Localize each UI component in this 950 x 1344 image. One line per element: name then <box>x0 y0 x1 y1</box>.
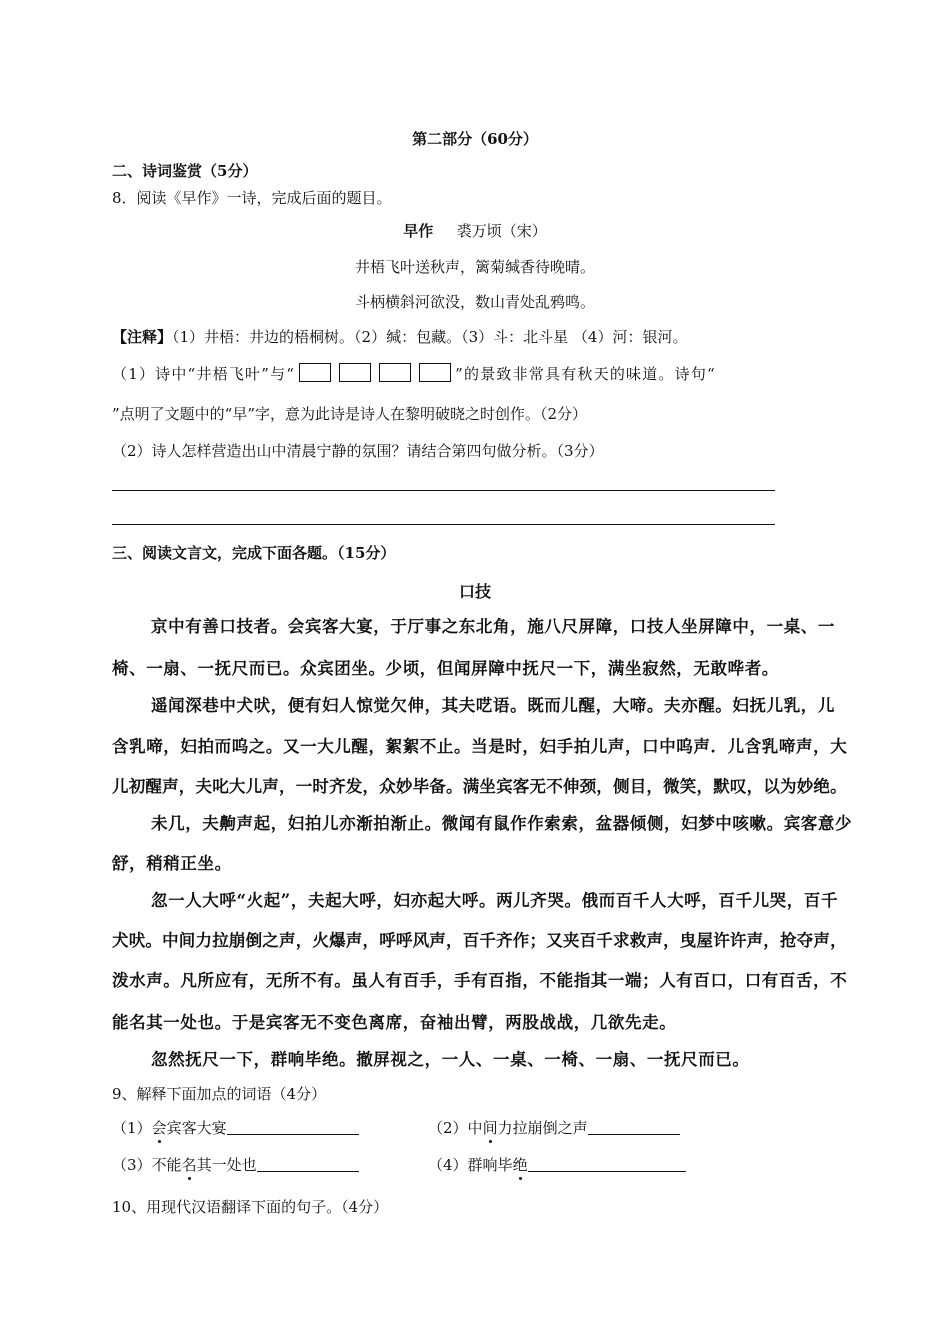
answer-box-1[interactable] <box>299 363 331 382</box>
q9-item-4-num: （4） <box>428 1156 468 1174</box>
q9-item-4-pre: 群响毕 <box>467 1156 513 1174</box>
para-line-7: 舒，稍稍正坐。 <box>112 854 232 873</box>
subquestion-2: （2）诗人怎样营造出山中清晨宁静的氛围？请结合第四句做分析。（3分） <box>112 442 604 460</box>
subquestion-1-text-a: （1）诗中“井梧飞叶”与“ <box>112 365 296 383</box>
q9-blank-4[interactable] <box>528 1156 686 1172</box>
q9-item-2-rest: 力拉崩倒之声 <box>497 1119 588 1137</box>
poem-line-2: 斗柄横斜河欲没，数山青处乱鸦鸣。 <box>354 293 595 311</box>
subquestion-1-text-b: ”的景致非常具有秋天的味道。诗句“ <box>455 365 716 383</box>
q9-item-3-pre: 不能 <box>151 1156 182 1174</box>
dotted-word: 名 <box>181 1156 197 1174</box>
q9-item-2 <box>428 1117 680 1138</box>
q9-item-4 <box>428 1154 686 1175</box>
answer-line-2[interactable] <box>112 524 775 525</box>
q9-blank-2[interactable] <box>588 1119 680 1135</box>
para-line-11: 能名其一处也。于是宾客无不变色离席，奋袖出臂，两股战战，几欲先走。 <box>112 1013 677 1032</box>
poem-header <box>0 220 950 241</box>
para-line-3: 遥闻深巷中犬吠，便有妇人惊觉欠伸，其夫呓语。既而儿醒，大啼。夫亦醒。妇抚儿乳，儿 <box>151 696 835 715</box>
question-10-heading: 10、用现代汉语翻译下面的句子。（4分） <box>112 1198 389 1216</box>
section2-heading: 二、诗词鉴赏（5分） <box>112 162 258 180</box>
answer-line-1[interactable] <box>112 490 775 491</box>
subquestion-1 <box>112 363 716 384</box>
poem-line-1: 井梧飞叶送秋声，篱菊缄香待晚晴。 <box>354 258 595 276</box>
poem-author: 裘万顷（宋） <box>456 222 547 240</box>
question-9-heading: 9、解释下面加点的词语（4分） <box>112 1085 327 1103</box>
section3-heading: 三、阅读文言文，完成下面各题。（15分） <box>112 544 396 562</box>
q9-item-3-num: （3） <box>112 1156 152 1174</box>
para-line-6: 未几，夫齁声起，妇拍儿亦渐拍渐止。微闻有鼠作作索索，盆器倾侧，妇梦中咳嗽。宾客意少 <box>151 814 853 833</box>
answer-box-2[interactable] <box>339 363 371 382</box>
para-line-1: 京中有善口技者。会宾客大宴，于厅事之东北角，施八尺屏障，口技人坐屏障中，一桌、一 <box>151 617 835 636</box>
q9-blank-1[interactable] <box>227 1119 359 1135</box>
para-line-9: 犬吠。中间力拉崩倒之声，火爆声，呼呼风声，百千齐作；又夹百千求救声，曳屋许许声，抢夺声， <box>112 931 847 950</box>
dotted-word: 间 <box>482 1119 498 1137</box>
poem-title: 早作 <box>403 222 434 240</box>
para-line-4: 含乳啼，妇拍而呜之。又一大儿醒，絮絮不止。当是时，妇手拍儿声，口中呜声．儿含乳啼声，大 <box>112 737 848 756</box>
dotted-word: 绝 <box>512 1156 528 1174</box>
q9-item-1 <box>112 1117 359 1138</box>
answer-box-4[interactable] <box>419 363 451 382</box>
q9-item-2-pre: 中 <box>467 1119 483 1137</box>
q9-item-2-num: （2） <box>428 1119 468 1137</box>
q9-item-3-rest: 其一处也 <box>196 1156 257 1174</box>
q9-item-3 <box>112 1154 359 1175</box>
para-line-5: 儿初醒声，夫叱大儿声，一时齐发，众妙毕备。满坐宾客无不伸颈，侧目，微笑，默叹，以为妙绝。 <box>112 777 847 796</box>
poem-notes <box>112 326 687 347</box>
para-line-10: 泼水声。凡所应有，无所不有。虽人有百手，手有百指，不能指其一端；人有百口，口有百舌，不 <box>112 971 848 990</box>
notes-text: （1）井梧：井边的梧桐树。（2）缄：包藏。（3）斗：北斗星 （4）河：银河。 <box>172 328 688 346</box>
answer-box-3[interactable] <box>379 363 411 382</box>
para-line-8: 忽一人大呼“火起”，夫起大呼，妇亦起大呼。两儿齐哭。俄而百千人大呼，百千儿哭，百千 <box>151 891 839 910</box>
para-line-12: 忽然抚尺一下，群响毕绝。撤屏视之，一人、一桌、一椅、一扇、一抚尺而已。 <box>151 1050 750 1069</box>
q9-item-1-num: （1） <box>112 1119 152 1137</box>
q9-item-1-rest: 宾客大宴 <box>166 1119 227 1137</box>
part-title: 第二部分（60分） <box>412 130 538 148</box>
question-8-intro: 8．阅读《早作》一诗，完成后面的题目。 <box>112 189 392 207</box>
q9-blank-3[interactable] <box>257 1156 359 1172</box>
subquestion-1-line2: ”点明了文题中的“早”字，意为此诗是诗人在黎明破晓之时创作。（2分） <box>112 405 588 423</box>
notes-label: 【注释】 <box>112 328 173 346</box>
text-title: 口技 <box>458 582 491 601</box>
dotted-word: 会 <box>151 1119 167 1137</box>
para-line-2: 椅、一扇、一抚尺而已。众宾团坐。少顷，但闻屏障中抚尺一下，满坐寂然，无敢哗者。 <box>112 659 779 678</box>
